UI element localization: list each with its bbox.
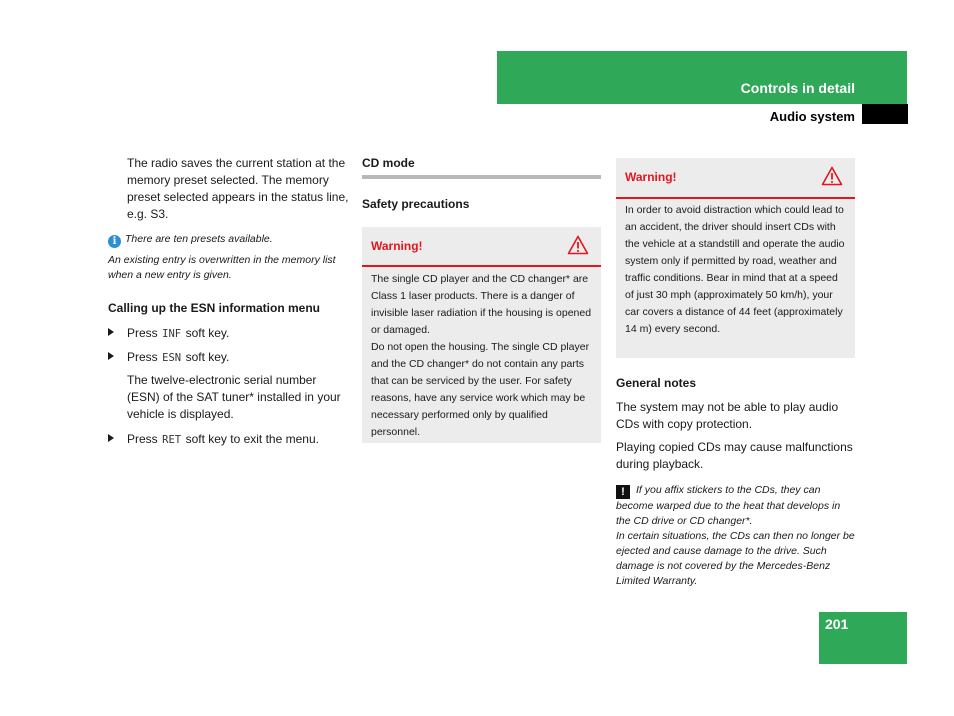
warning-triangle-icon [567,235,589,255]
sticker-notes [616,483,856,589]
laser-warning-text: The single CD player and the CD changer* are Class 1 laser products. There is a danger of invisible laser radiation if the housing is opened or damaged. Do not open the housing. The single CD player and the CD changer* do not contain any parts that can be serviced by the user. For safety reasons, have any service work which may be necessary performed only by qualified personnel. [371,273,592,438]
header-band [497,51,907,104]
warning-title: Warning! [371,239,423,253]
warning-title: Warning! [625,170,677,184]
esn-key: ESN [162,352,182,364]
exclamation-icon: ! [616,485,630,499]
laser-warning-box [362,227,601,443]
presets-note: i There are ten presets available. [108,232,348,248]
distraction-warning-box [616,158,855,358]
sticker-note: ! If you affix stickers to the CDs, they can become warped due to the heat that develops in the CD drive or CD changer*. [616,484,841,527]
step-3: Press RET soft key to exit the menu. [127,430,352,454]
esn-heading: Calling up the ESN information menu [108,301,321,315]
warning-triangle-icon [821,166,843,186]
general-notes-body [616,399,855,473]
distraction-warning-text: In order to avoid distraction which could lead to an accident, the driver should insert CDs with the vehicle at a standstill and operate the audio system only if permitted by road, weather and traffic conditions. Bear in mind that at a speed of just 30 mph (approximately 50 km/h), your car covers a distance of 44 feet (approximately 14 m) every second. [625,204,845,335]
warning-header [616,158,855,199]
col1-intro [127,155,349,223]
triangle-bullet-icon [108,328,114,336]
safety-heading: Safety precautions [362,197,470,211]
general-notes-heading-wrap [616,376,855,390]
cd-mode-heading: CD mode [362,156,415,170]
safety-heading-wrap [362,197,601,211]
header-tab-marker [862,104,908,124]
section-subtitle: Audio system [769,109,855,124]
esn-display-paragraph: The twelve-electronic serial number (ESN) of the SAT tuner* installed in your vehicle is displayed. [127,373,341,421]
warning-header [362,227,601,267]
step-1: Press INF soft key. [127,324,352,348]
copied-cds-paragraph: Playing copied CDs may cause malfunctions during playback. [616,440,853,471]
overwrite-note: An existing entry is overwritten in the memory list when a new entry is given. [108,254,336,281]
general-notes-heading: General notes [616,376,697,390]
esn-steps [127,324,352,454]
eject-damage-note: In certain situations, the CDs can then no longer be ejected and cause damage to the drive. Such damage is not covered by the Mercedes-Benz Limited Warranty. [616,530,855,587]
info-icon: i [108,235,121,248]
memory-preset-paragraph: The radio saves the current station at the memory preset selected. The memory preset selected appears in the status line, e.g. S3. [127,156,349,221]
ret-key: RET [162,434,182,446]
section-title: Controls in detail [740,80,855,96]
page-number: 201 [825,616,849,632]
triangle-bullet-icon [108,352,114,360]
esn-heading-wrap [108,301,358,315]
copy-protection-paragraph: The system may not be able to play audio CDs with copy protection. [616,400,839,431]
heading-rule [362,175,601,179]
inf-key: INF [162,328,182,340]
step-2: Press ESN soft key. [127,348,352,372]
triangle-bullet-icon [108,434,114,442]
col1-notes [108,232,348,283]
cd-mode-heading-wrap [362,156,601,179]
